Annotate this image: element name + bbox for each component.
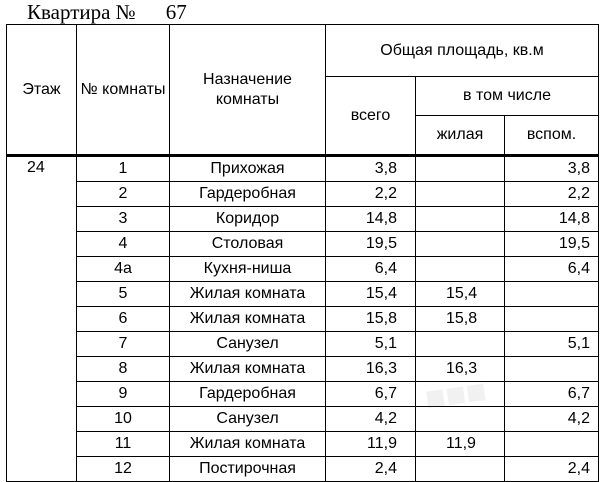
room-number-cell: 8 xyxy=(77,357,170,382)
living-area-cell xyxy=(416,257,505,282)
table-row xyxy=(7,156,599,182)
living-area-cell xyxy=(416,232,505,257)
total-area-cell: 4,2 xyxy=(326,407,416,432)
auxiliary-area-cell xyxy=(505,282,599,307)
total-area-cell: 3,8 xyxy=(326,156,416,182)
living-area-cell xyxy=(416,182,505,207)
watermark: ■■■ xyxy=(422,371,489,419)
table-row xyxy=(7,232,599,257)
living-area-cell: 16,3 xyxy=(416,357,505,382)
table-row xyxy=(7,332,599,357)
table-row xyxy=(7,257,599,282)
auxiliary-area-cell: 14,8 xyxy=(505,207,599,232)
total-area-cell: 6,4 xyxy=(326,257,416,282)
room-number-cell: 10 xyxy=(77,407,170,432)
room-number-cell: 6 xyxy=(77,307,170,332)
total-area-cell: 6,7 xyxy=(326,382,416,407)
living-area-cell xyxy=(416,407,505,432)
room-number-cell: 9 xyxy=(77,382,170,407)
total-area-cell: 2,2 xyxy=(326,182,416,207)
auxiliary-area-cell: 2,4 xyxy=(505,457,599,482)
room-number-cell: 7 xyxy=(77,332,170,357)
room-number-cell: 4а xyxy=(77,257,170,282)
room-purpose-cell: Постирочная xyxy=(170,457,326,482)
room-number-cell: 12 xyxy=(77,457,170,482)
living-area-cell xyxy=(416,382,505,407)
room-purpose-cell: Коридор xyxy=(170,207,326,232)
room-number-cell: 2 xyxy=(77,182,170,207)
room-purpose-cell: Прихожая xyxy=(170,156,326,182)
table-body xyxy=(7,156,599,482)
room-explication-table xyxy=(6,24,599,482)
table-row xyxy=(7,382,599,407)
room-purpose-cell: Санузел xyxy=(170,407,326,432)
total-area-cell: 15,8 xyxy=(326,307,416,332)
table-row xyxy=(7,307,599,332)
total-area-cell: 19,5 xyxy=(326,232,416,257)
living-area-cell: 11,9 xyxy=(416,432,505,457)
table-row xyxy=(7,207,599,232)
room-number-cell: 5 xyxy=(77,282,170,307)
room-purpose-cell: Столовая xyxy=(170,232,326,257)
living-area-cell xyxy=(416,457,505,482)
table-row xyxy=(7,357,599,382)
floor-cell: 24 xyxy=(7,156,77,482)
living-area-cell: 15,4 xyxy=(416,282,505,307)
header-auxiliary: вспом. xyxy=(505,116,599,156)
room-purpose-cell: Гардеробная xyxy=(170,382,326,407)
auxiliary-area-cell: 6,4 xyxy=(505,257,599,282)
room-purpose-cell: Жилая комната xyxy=(170,357,326,382)
table-row xyxy=(7,457,599,482)
total-area-cell: 2,4 xyxy=(326,457,416,482)
auxiliary-area-cell xyxy=(505,432,599,457)
total-area-cell: 5,1 xyxy=(326,332,416,357)
table-row xyxy=(7,182,599,207)
total-area-cell: 14,8 xyxy=(326,207,416,232)
header-floor: Этаж xyxy=(7,25,77,156)
table-row xyxy=(7,407,599,432)
room-number-cell: 11 xyxy=(77,432,170,457)
room-number-cell: 1 xyxy=(77,156,170,182)
living-area-cell xyxy=(416,332,505,357)
room-purpose-cell: Гардеробная xyxy=(170,182,326,207)
room-purpose-cell: Кухня-ниша xyxy=(170,257,326,282)
room-purpose-cell: Жилая комната xyxy=(170,432,326,457)
total-area-cell: 11,9 xyxy=(326,432,416,457)
room-purpose-cell: Жилая комната xyxy=(170,307,326,332)
apartment-number: 67 xyxy=(165,0,187,24)
auxiliary-area-cell: 4,2 xyxy=(505,407,599,432)
apartment-label: Квартира № xyxy=(27,0,136,24)
auxiliary-area-cell: 5,1 xyxy=(505,332,599,357)
room-purpose-cell: Санузел xyxy=(170,332,326,357)
room-purpose-cell: Жилая комната xyxy=(170,282,326,307)
header-room-purpose: Назначение комнаты xyxy=(170,25,326,156)
header-total-area: Общая площадь, кв.м xyxy=(326,25,599,77)
table-row xyxy=(7,432,599,457)
header-living: жилая xyxy=(416,116,505,156)
room-number-cell: 4 xyxy=(77,232,170,257)
auxiliary-area-cell: 2,2 xyxy=(505,182,599,207)
auxiliary-area-cell xyxy=(505,357,599,382)
total-area-cell: 15,4 xyxy=(326,282,416,307)
header-including: в том числе xyxy=(416,77,599,116)
header-room-number: № комнаты xyxy=(77,25,170,156)
auxiliary-area-cell: 19,5 xyxy=(505,232,599,257)
living-area-cell: 15,8 xyxy=(416,307,505,332)
table-row xyxy=(7,282,599,307)
room-number-cell: 3 xyxy=(77,207,170,232)
living-area-cell xyxy=(416,207,505,232)
header-total: всего xyxy=(326,77,416,156)
living-area-cell xyxy=(416,156,505,182)
auxiliary-area-cell: 3,8 xyxy=(505,156,599,182)
auxiliary-area-cell: 6,7 xyxy=(505,382,599,407)
auxiliary-area-cell xyxy=(505,307,599,332)
apartment-heading xyxy=(27,0,187,24)
total-area-cell: 16,3 xyxy=(326,357,416,382)
